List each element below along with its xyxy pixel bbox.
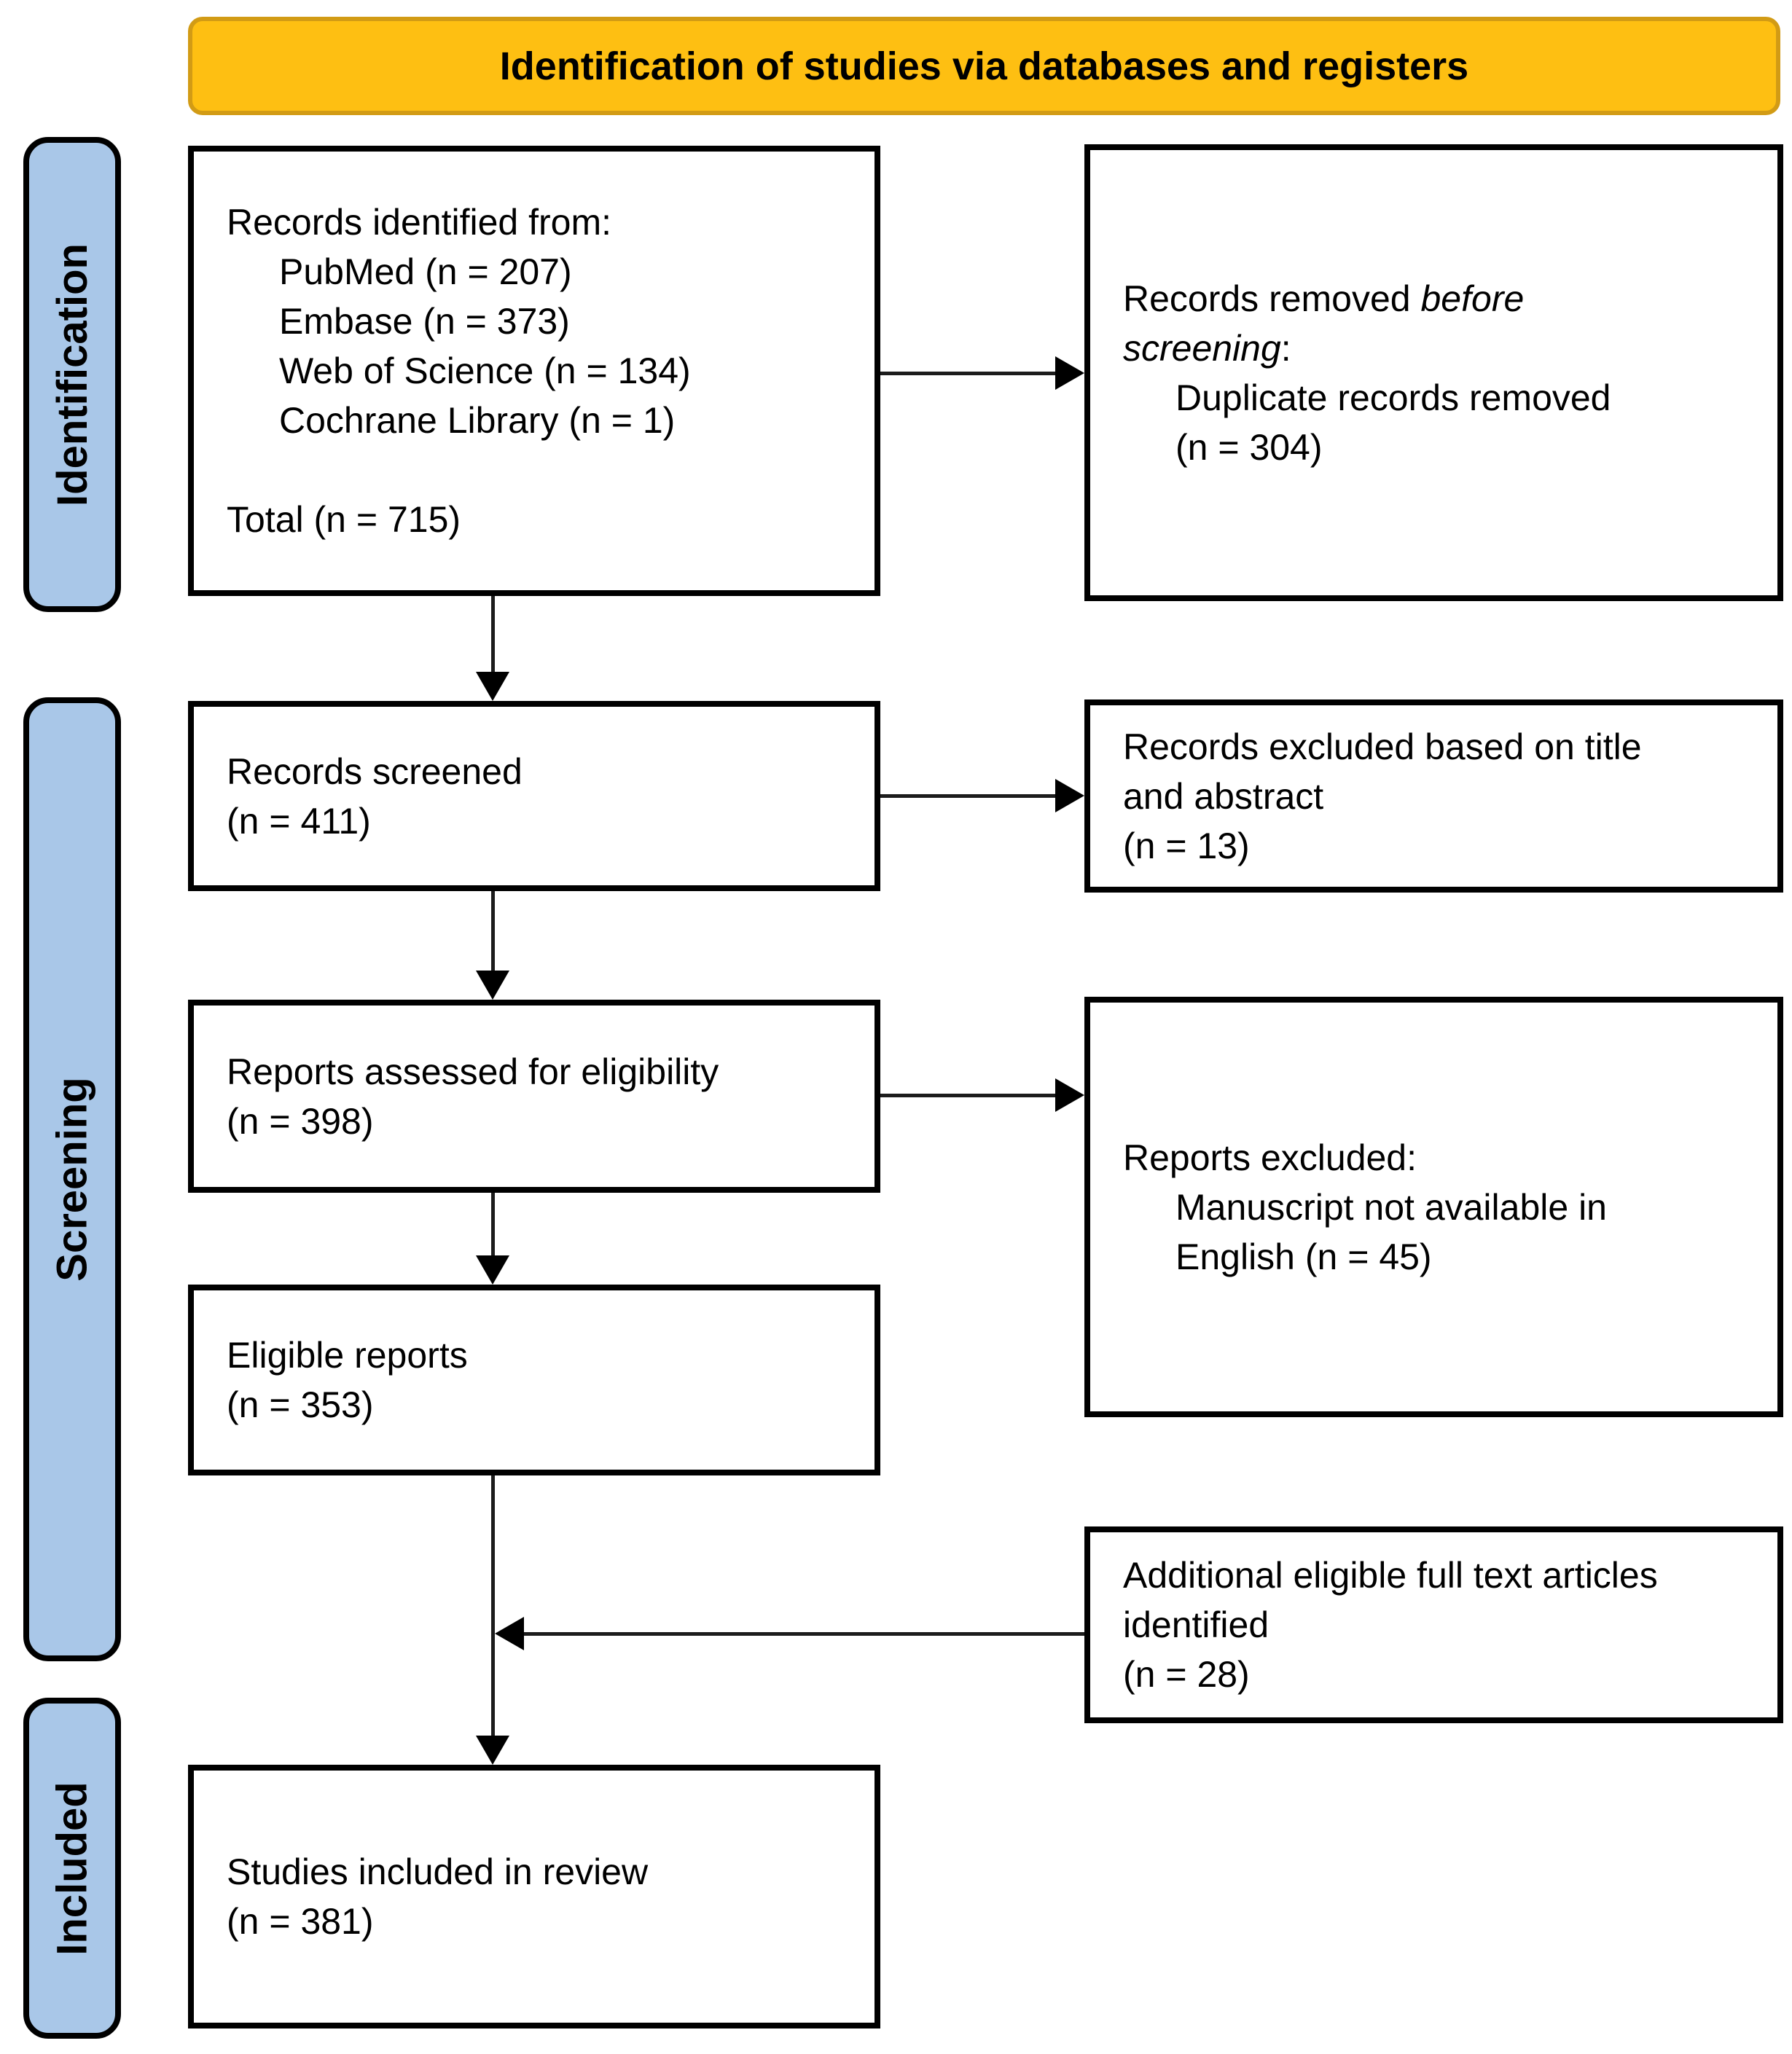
records-identified-total: Total (n = 715) <box>227 499 461 540</box>
arrow-identified-to-removed-line <box>880 372 1058 375</box>
arrow-assessed-to-eligible-line <box>491 1193 495 1258</box>
db-item-cochrane: Cochrane Library (n = 1) <box>279 400 676 441</box>
arrow-identified-to-screened-line <box>491 596 495 675</box>
reports-assessed-label: Reports assessed for eligibility <box>227 1051 719 1092</box>
stage-included-label: Included <box>48 1781 96 1956</box>
blank-line <box>227 445 842 495</box>
stage-included <box>23 1698 121 2039</box>
db-item-web-of-science: Web of Science (n = 134) <box>279 350 691 391</box>
records-excluded-line-2: and abstract <box>1123 775 1324 817</box>
studies-included-count: (n = 381) <box>227 1901 374 1942</box>
records-removed-italic-before: before <box>1420 278 1525 319</box>
records-identified-box <box>188 146 880 596</box>
records-excluded-count: (n = 13) <box>1123 825 1250 866</box>
eligible-reports-box <box>188 1285 880 1475</box>
db-item-pubmed: PubMed (n = 207) <box>279 251 572 292</box>
arrow-right-head-3 <box>1055 1078 1084 1112</box>
records-screened-label: Records screened <box>227 750 523 792</box>
studies-included-box <box>188 1765 880 2028</box>
records-excluded-line-1: Records excluded based on title <box>1123 726 1642 767</box>
arrow-left-head-1 <box>495 1617 524 1650</box>
studies-included-label: Studies included in review <box>227 1851 649 1892</box>
arrow-down-head-4 <box>476 1736 509 1765</box>
eligible-reports-label: Eligible reports <box>227 1335 468 1376</box>
records-removed-colon: : <box>1280 327 1291 369</box>
records-removed-line-1 <box>1123 274 1745 324</box>
reports-excluded-title: Reports excluded: <box>1123 1137 1417 1178</box>
arrow-assessed-to-excluded-line <box>880 1094 1058 1097</box>
reports-assessed-box <box>188 1000 880 1193</box>
arrow-additional-to-flow-line <box>520 1632 1084 1636</box>
reports-assessed-count: (n = 398) <box>227 1100 374 1142</box>
records-removed-line-2 <box>1123 324 1745 373</box>
records-removed-text: Records removed <box>1123 278 1421 319</box>
duplicates-removed-count: (n = 304) <box>1175 426 1323 468</box>
records-removed-box <box>1084 144 1783 601</box>
records-screened-count: (n = 411) <box>227 800 371 842</box>
arrow-down-head-2 <box>476 971 509 1000</box>
additional-eligible-line-2: identified <box>1123 1604 1269 1645</box>
banner <box>188 17 1780 115</box>
eligible-reports-count: (n = 353) <box>227 1384 374 1425</box>
banner-title: Identification of studies via databases and registers <box>499 44 1469 88</box>
arrow-right-head-1 <box>1055 356 1084 390</box>
db-item-embase: Embase (n = 373) <box>279 301 570 342</box>
arrow-screened-to-assessed-line <box>491 891 495 973</box>
reports-excluded-reason-line-1: Manuscript not available in <box>1175 1186 1607 1228</box>
additional-eligible-box <box>1084 1526 1783 1723</box>
records-identified-title: Records identified from: <box>227 202 612 243</box>
additional-eligible-line-1: Additional eligible full text articles <box>1123 1555 1658 1596</box>
records-removed-italic-screening: screening <box>1123 327 1281 369</box>
reports-excluded-box <box>1084 997 1783 1417</box>
records-excluded-box <box>1084 699 1783 893</box>
stage-screening <box>23 697 121 1661</box>
stage-identification <box>23 137 121 612</box>
duplicates-removed-label: Duplicate records removed <box>1175 377 1611 418</box>
arrow-down-head-1 <box>476 672 509 701</box>
arrow-eligible-to-included-line <box>491 1475 495 1739</box>
arrow-screened-to-excluded-line <box>880 794 1058 798</box>
stage-screening-label: Screening <box>48 1077 96 1282</box>
arrow-right-head-2 <box>1055 779 1084 812</box>
records-screened-box <box>188 701 880 891</box>
stage-identification-label: Identification <box>48 243 96 506</box>
reports-excluded-reason-line-2: English (n = 45) <box>1175 1236 1432 1277</box>
arrow-down-head-3 <box>476 1255 509 1285</box>
additional-eligible-count: (n = 28) <box>1123 1654 1250 1695</box>
